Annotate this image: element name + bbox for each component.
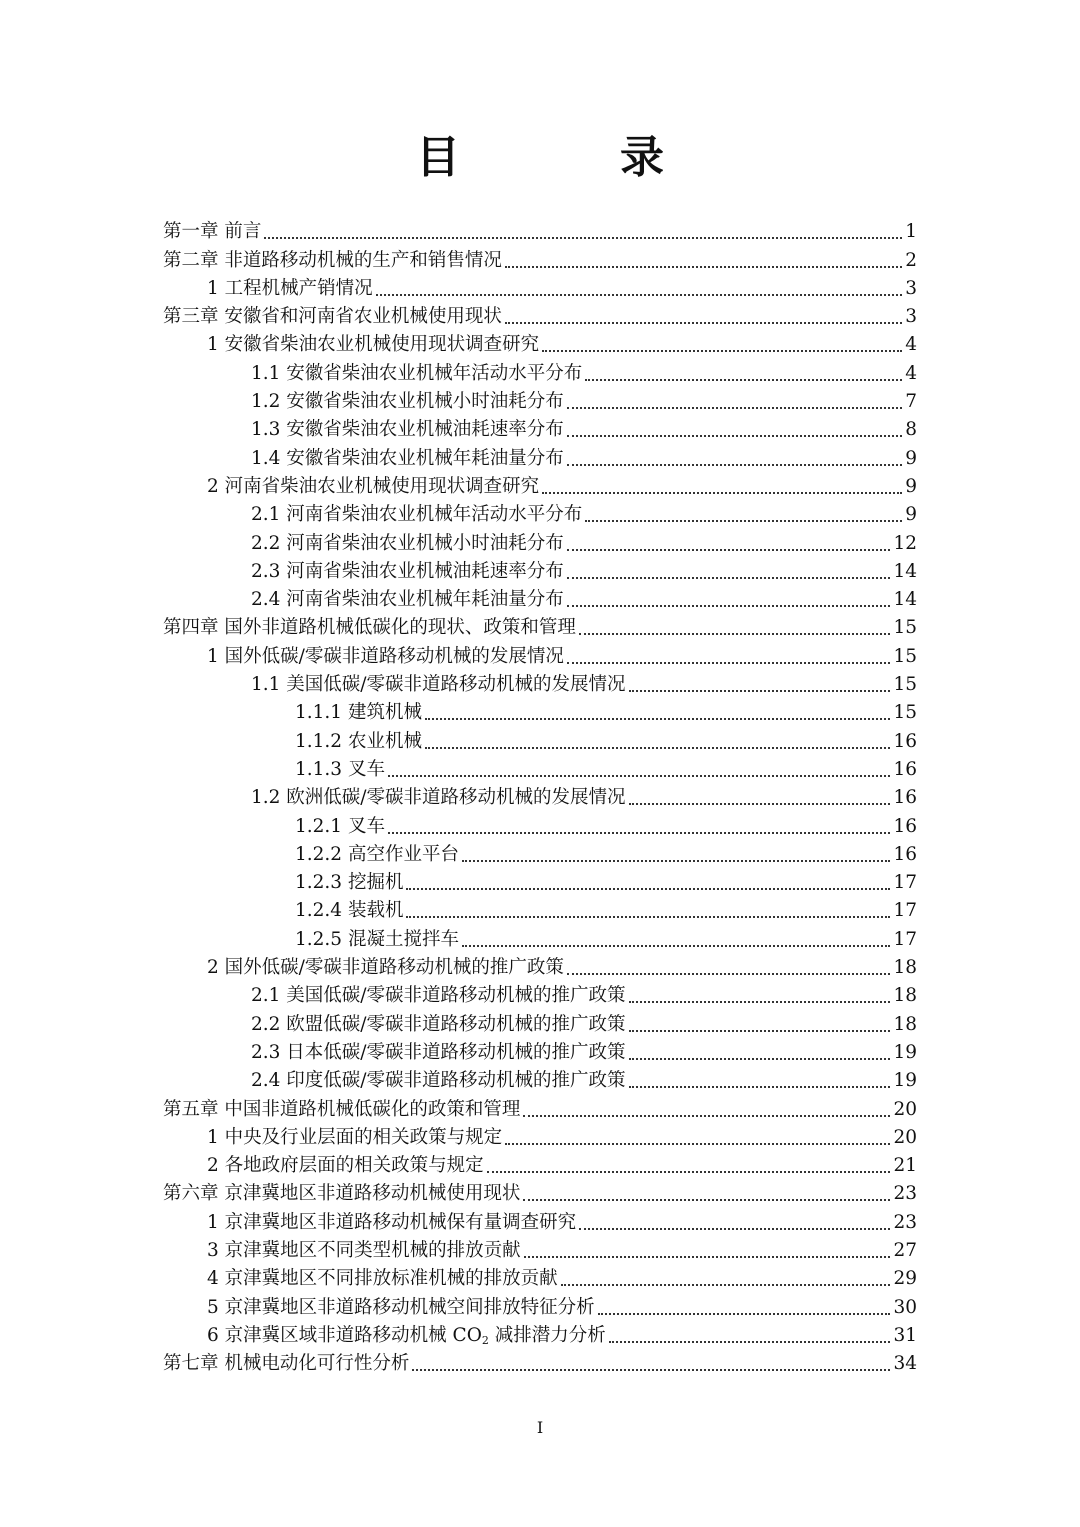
toc-dot-leader (462, 945, 890, 947)
toc-entry[interactable] (163, 442, 917, 470)
toc-entry-label: 1.1.2 农业机械 (295, 730, 422, 752)
toc-dot-leader (585, 379, 902, 381)
toc-dot-leader (567, 973, 891, 975)
toc-dot-leader (567, 464, 902, 466)
toc-dot-leader (523, 1115, 890, 1117)
toc-entry-label: 1 京津冀地区非道路移动机械保有量调查研究 (207, 1211, 577, 1233)
toc-entry-page: 15 (893, 674, 917, 696)
toc-entry[interactable] (163, 640, 917, 668)
toc-entry[interactable] (163, 1206, 917, 1234)
toc-dot-leader (579, 1228, 890, 1230)
toc-entry-page: 34 (893, 1353, 917, 1375)
toc-entry[interactable] (163, 1093, 917, 1121)
toc-dot-leader (579, 633, 891, 635)
toc-entry-page: 7 (905, 391, 917, 413)
toc-entry[interactable] (163, 1150, 917, 1178)
page-title: 目 录 (416, 132, 722, 183)
toc-entry[interactable] (163, 499, 917, 527)
toc-entry[interactable] (163, 1178, 917, 1206)
toc-entry-page: 19 (893, 1070, 917, 1092)
toc-dot-leader (598, 1313, 891, 1315)
toc-entry-label: 1.2 欧洲低碳/零碳非道路移动机械的发展情况 (251, 787, 626, 809)
toc-dot-leader (567, 662, 891, 664)
toc-entry-page: 16 (893, 787, 917, 809)
toc-entry-page: 18 (893, 1013, 917, 1035)
toc-entry[interactable] (163, 273, 917, 301)
toc-dot-leader (376, 294, 902, 296)
toc-dot-leader (412, 1369, 890, 1371)
toc-dot-leader (388, 775, 891, 777)
toc-dot-leader (629, 690, 891, 692)
toc-dot-leader (567, 605, 891, 607)
toc-dot-leader (542, 492, 902, 494)
toc-entry-page: 23 (893, 1183, 917, 1205)
toc-entry-label: 1 安徽省柴油农业机械使用现状调查研究 (207, 334, 540, 356)
toc-dot-leader (388, 832, 891, 834)
toc-entry-label: 2.1 美国低碳/零碳非道路移动机械的推广政策 (251, 985, 626, 1007)
toc-dot-leader (505, 266, 902, 268)
toc-entry-page: 20 (893, 1126, 917, 1148)
toc-dot-leader (609, 1341, 891, 1343)
toc-dot-leader (629, 1001, 891, 1003)
toc-entry[interactable] (163, 867, 917, 895)
toc-entry-label: 1.2.4 装载机 (295, 900, 404, 922)
toc-entry[interactable] (163, 754, 917, 782)
page-number: I (536, 1418, 544, 1437)
toc-dot-leader (523, 1199, 890, 1201)
toc-entry-page: 15 (893, 702, 917, 724)
toc-entry-page: 12 (893, 532, 917, 554)
toc-dot-leader (629, 1086, 891, 1088)
toc-dot-leader (561, 1284, 891, 1286)
toc-entry-page: 16 (893, 843, 917, 865)
toc-dot-leader (629, 803, 891, 805)
toc-entry-label: 2.3 日本低碳/零碳非道路移动机械的推广政策 (251, 1041, 626, 1063)
toc-entry-page: 21 (893, 1155, 917, 1177)
toc-entry-page: 17 (893, 928, 917, 950)
toc-entry-page: 16 (893, 758, 917, 780)
toc-entry-page: 1 (905, 221, 917, 243)
toc-dot-leader (567, 549, 891, 551)
toc-dot-leader (567, 407, 902, 409)
toc-entry-label: 第六章 京津冀地区非道路移动机械使用现状 (163, 1183, 521, 1205)
toc-entry[interactable] (163, 386, 917, 414)
toc-entry-page: 8 (905, 419, 917, 441)
toc-entry[interactable] (163, 584, 917, 612)
toc-entry-label: 1.2.1 叉车 (295, 815, 385, 837)
toc-entry-page: 19 (893, 1041, 917, 1063)
toc-dot-leader (505, 322, 902, 324)
toc-entry-label: 6 京津冀区域非道路移动机械 $CO_2$ 减排潜力分析 (207, 1324, 606, 1347)
toc-entry-page: 18 (893, 957, 917, 979)
toc-entry-label: 1.3 安徽省柴油农业机械油耗速率分布 (251, 419, 564, 441)
toc-entry-page: 16 (893, 730, 917, 752)
toc-entry[interactable] (163, 810, 917, 838)
toc-entry[interactable] (163, 1122, 917, 1150)
toc-entry-label: 1.1 安徽省柴油农业机械年活动水平分布 (251, 362, 583, 384)
toc-entry-page: 18 (893, 985, 917, 1007)
toc-entry-label: 4 京津冀地区不同排放标准机械的排放贡献 (207, 1268, 558, 1290)
toc-dot-leader (567, 435, 902, 437)
toc-entry[interactable] (163, 556, 917, 584)
toc-entry[interactable] (163, 1235, 917, 1263)
toc-dot-leader (542, 350, 902, 352)
toc-entry-label: 2.3 河南省柴油农业机械油耗速率分布 (251, 560, 564, 582)
toc-entry-label: 3 京津冀地区不同类型机械的排放贡献 (207, 1239, 521, 1261)
toc-entry[interactable] (163, 725, 917, 753)
toc-entry-label: 2.4 河南省柴油农业机械年耗油量分布 (251, 589, 564, 611)
toc-dot-leader (264, 237, 902, 239)
toc-dot-leader (406, 888, 890, 890)
toc-entry-label: 2 国外低碳/零碳非道路移动机械的推广政策 (207, 957, 564, 979)
toc-entry[interactable] (163, 1291, 917, 1319)
toc-entry[interactable] (163, 414, 917, 442)
toc-entry-label: 1.2.2 高空作业平台 (295, 843, 459, 865)
toc-entry[interactable] (163, 1065, 917, 1093)
toc-entry[interactable] (163, 357, 917, 385)
toc-entry-label: 1.1.3 叉车 (295, 758, 385, 780)
toc-entry-page: 14 (893, 560, 917, 582)
toc-entry-label: 第四章 国外非道路机械低碳化的现状、政策和管理 (163, 617, 576, 639)
toc-dot-leader (487, 1171, 891, 1173)
toc-entry-page: 3 (905, 277, 917, 299)
toc-entry-page: 15 (893, 617, 917, 639)
toc-entry-label: 1.2 安徽省柴油农业机械小时油耗分布 (251, 391, 564, 413)
toc-entry-page: 27 (893, 1239, 917, 1261)
toc-entry-label: 1 中央及行业层面的相关政策与规定 (207, 1126, 503, 1148)
toc-entry-label: 第一章 前言 (163, 221, 262, 243)
toc-entry-label: 2 河南省柴油农业机械使用现状调查研究 (207, 475, 540, 497)
toc-entry-label: 1 国外低碳/零碳非道路移动机械的发展情况 (207, 645, 564, 667)
toc-entry-page: 31 (893, 1324, 917, 1346)
toc-entry-page: 16 (893, 815, 917, 837)
toc-entry[interactable] (163, 980, 917, 1008)
toc-entry-label: 2.2 河南省柴油农业机械小时油耗分布 (251, 532, 564, 554)
toc-entry-page: 17 (893, 872, 917, 894)
toc-entry-page: 23 (893, 1211, 917, 1233)
toc-entry-label: 第七章 机械电动化可行性分析 (163, 1353, 410, 1375)
toc-dot-leader (629, 1058, 891, 1060)
toc-entry[interactable] (163, 1008, 917, 1036)
toc-entry-page: 2 (905, 249, 917, 271)
toc-entry[interactable] (163, 697, 917, 725)
toc-entry-label: 1.1 美国低碳/零碳非道路移动机械的发展情况 (251, 674, 626, 696)
toc-entry-page: 30 (893, 1296, 917, 1318)
toc-entry[interactable] (163, 1348, 917, 1376)
toc-entry-page: 20 (893, 1098, 917, 1120)
toc-entry-page: 4 (905, 334, 917, 356)
toc-entry-label: 第五章 中国非道路机械低碳化的政策和管理 (163, 1098, 521, 1120)
toc-entry-page: 9 (905, 475, 917, 497)
toc-entry[interactable] (163, 216, 917, 244)
toc-entry[interactable] (163, 669, 917, 697)
toc-entry-page: 3 (905, 306, 917, 328)
toc-dot-leader (406, 916, 890, 918)
toc-dot-leader (629, 1030, 891, 1032)
toc-entry-page: 9 (905, 504, 917, 526)
toc-entry[interactable] (163, 782, 917, 810)
toc-dot-leader (462, 860, 890, 862)
toc-entry[interactable] (163, 923, 917, 951)
toc-entry-label: 2.2 欧盟低碳/零碳非道路移动机械的推广政策 (251, 1013, 626, 1035)
toc-dot-leader (425, 747, 891, 749)
toc-entry[interactable] (163, 1320, 917, 1348)
toc-entry-label: 1.2.3 挖掘机 (295, 872, 404, 894)
toc-entry-page: 14 (893, 589, 917, 611)
toc-entry-label: 5 京津冀地区非道路移动机械空间排放特征分析 (207, 1296, 595, 1318)
toc-entry-label: 第二章 非道路移动机械的生产和销售情况 (163, 249, 502, 271)
toc-dot-leader (505, 1143, 890, 1145)
toc-dot-leader (524, 1256, 891, 1258)
toc-entry[interactable] (163, 1263, 917, 1291)
toc-entry[interactable] (163, 952, 917, 980)
toc-entry[interactable] (163, 839, 917, 867)
toc-dot-leader (425, 718, 891, 720)
toc-entry[interactable] (163, 527, 917, 555)
toc-dot-leader (567, 577, 891, 579)
toc-entry[interactable] (163, 301, 917, 329)
toc-entry[interactable] (163, 471, 917, 499)
toc-entry-page: 15 (893, 645, 917, 667)
toc-dot-leader (585, 520, 902, 522)
toc-entry-label: 2 各地政府层面的相关政策与规定 (207, 1155, 484, 1177)
toc-entry[interactable] (163, 895, 917, 923)
toc-entry-label: 第三章 安徽省和河南省农业机械使用现状 (163, 306, 502, 328)
toc-entry-label: 2.4 印度低碳/零碳非道路移动机械的推广政策 (251, 1070, 626, 1092)
toc-entry-page: 9 (905, 447, 917, 469)
toc-entry-subscript: 2 (481, 1333, 489, 1347)
toc-entry-label: 2.1 河南省柴油农业机械年活动水平分布 (251, 504, 583, 526)
toc-entry[interactable] (163, 1037, 917, 1065)
table-of-contents (163, 216, 917, 1376)
toc-entry-label: 1.4 安徽省柴油农业机械年耗油量分布 (251, 447, 564, 469)
toc-entry-page: 29 (893, 1268, 917, 1290)
toc-entry[interactable] (163, 612, 917, 640)
toc-entry-label: 1.2.5 混凝土搅拌车 (295, 928, 459, 950)
toc-entry-page: 17 (893, 900, 917, 922)
toc-entry-page: 4 (905, 362, 917, 384)
toc-entry[interactable] (163, 244, 917, 272)
toc-entry-label: 1 工程机械产销情况 (207, 277, 373, 299)
toc-entry-label: 1.1.1 建筑机械 (295, 702, 422, 724)
toc-entry[interactable] (163, 329, 917, 357)
